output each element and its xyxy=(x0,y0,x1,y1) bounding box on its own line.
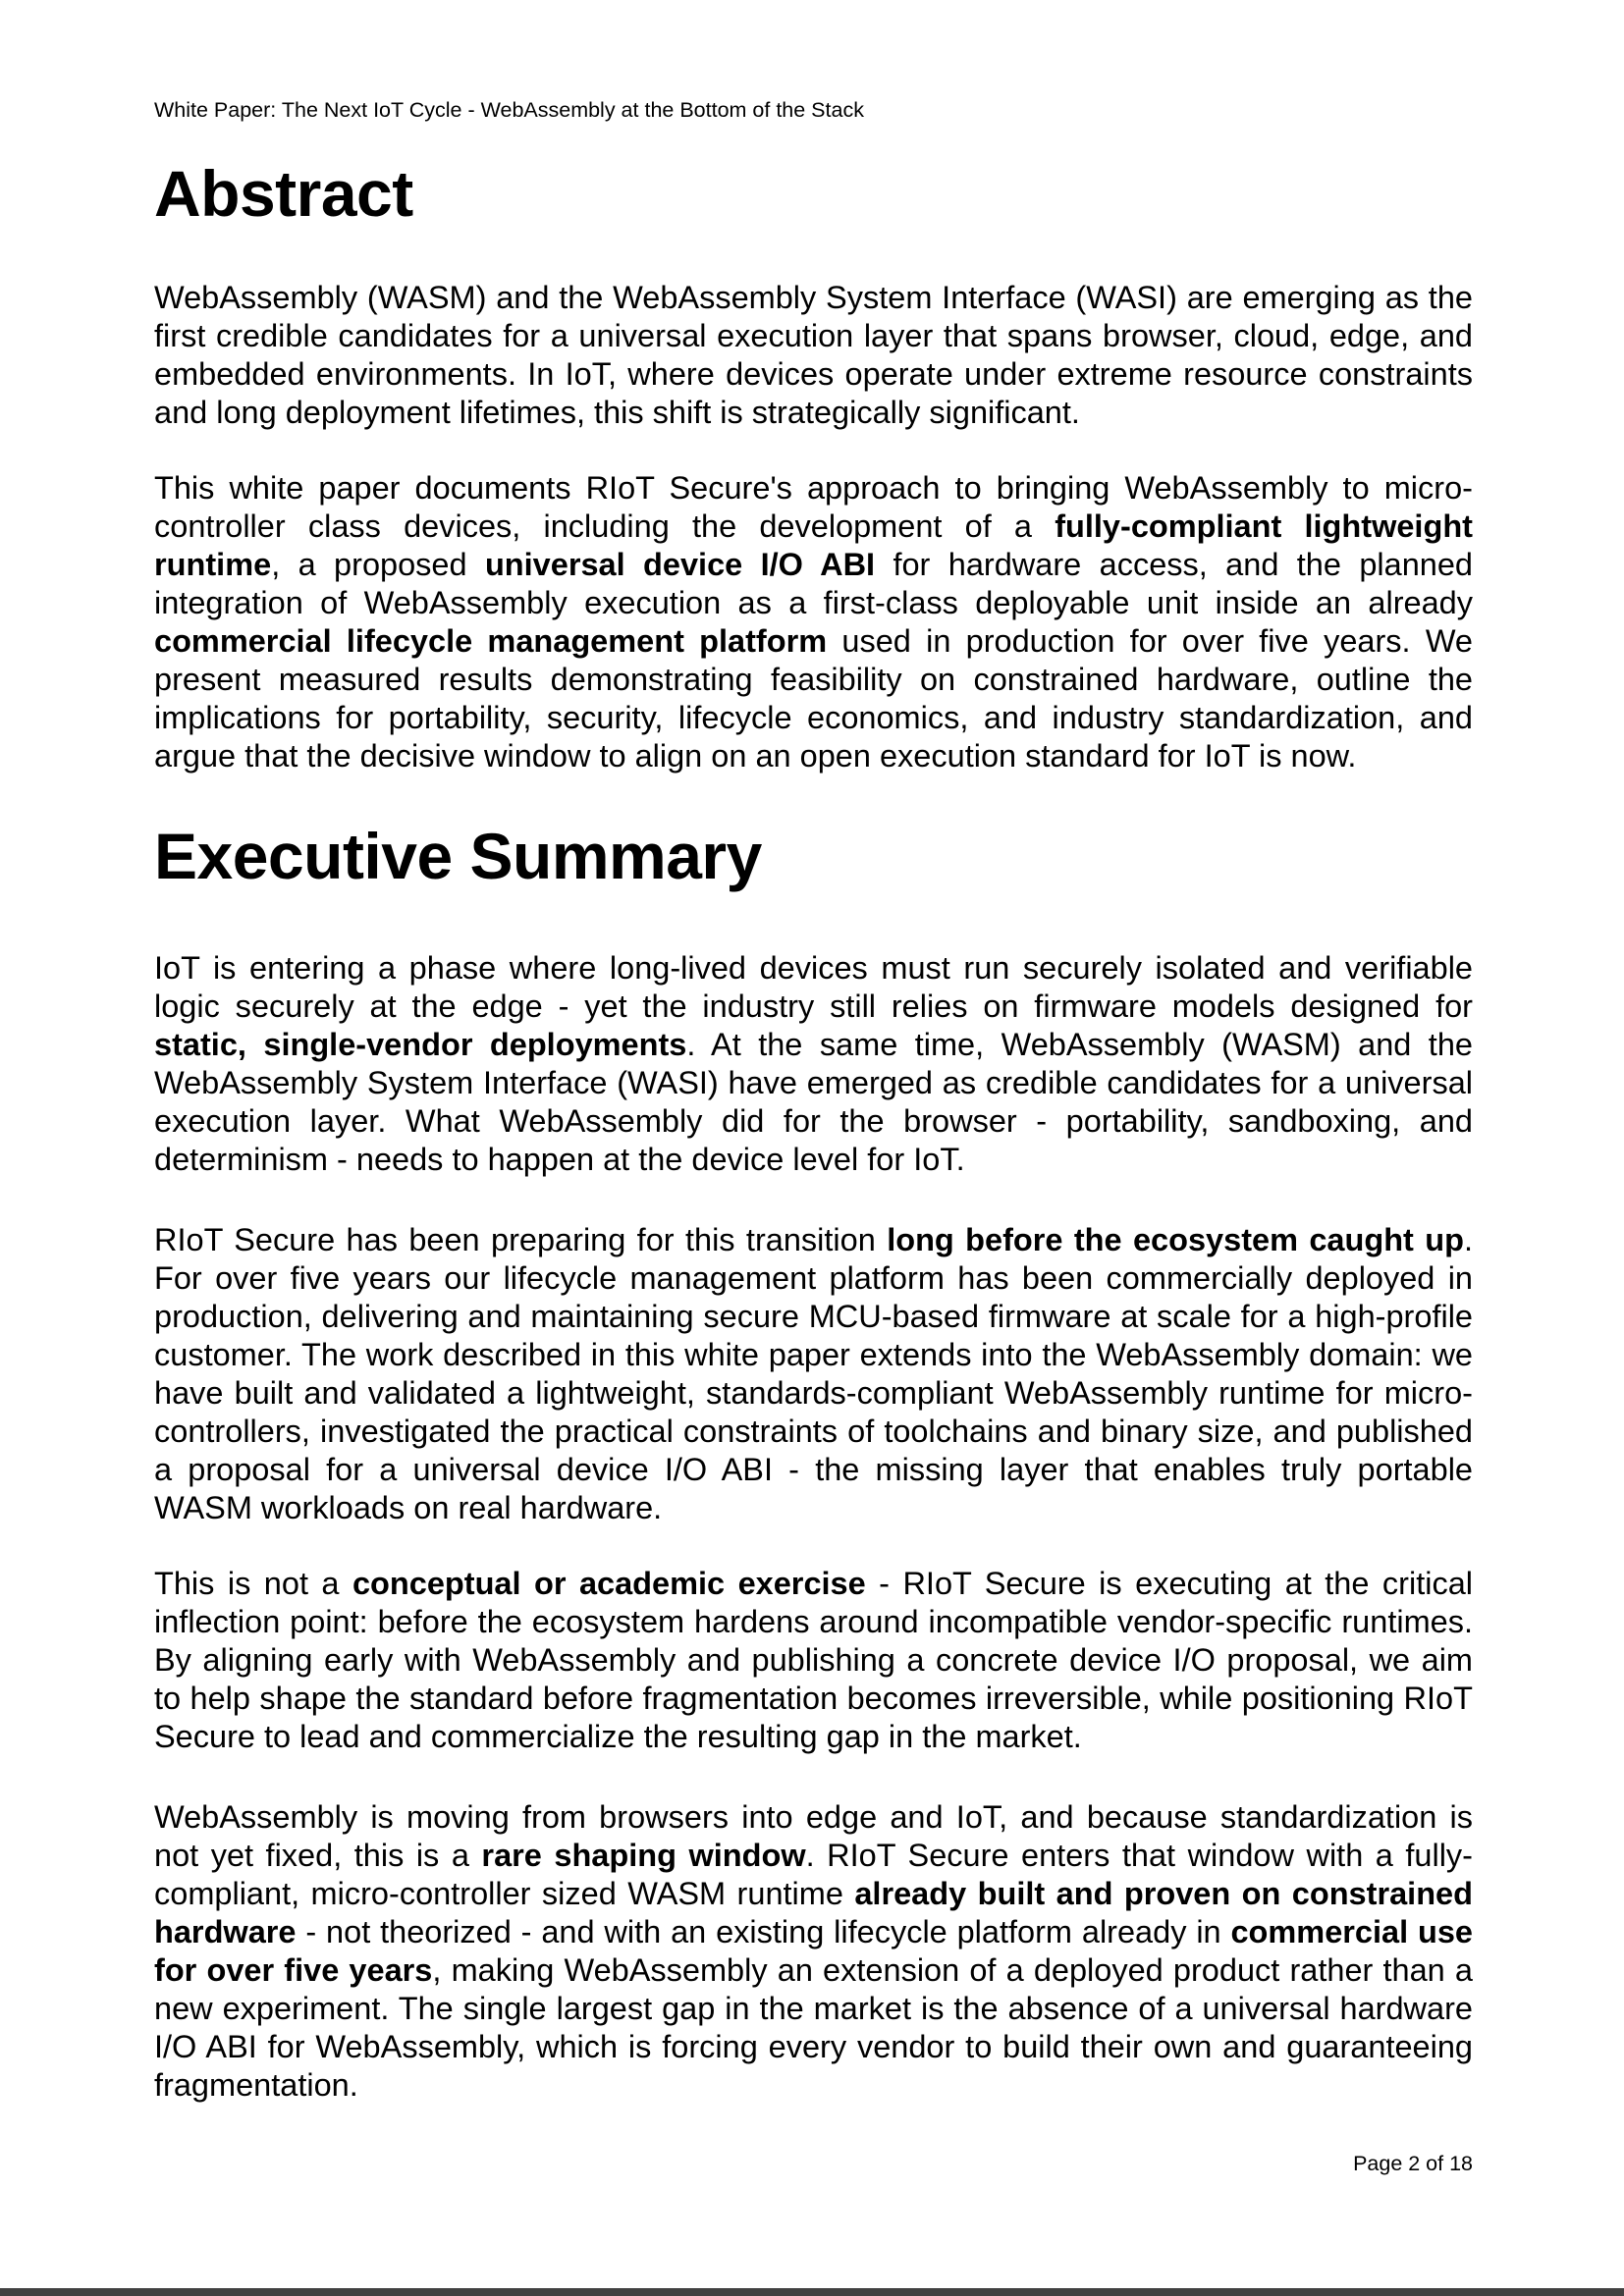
abstract-paragraph-2: This white paper documents RIoT Secure's approach to bringing WebAssembly to micro-controller class devices, including the development of a fully-compliant lightweight runtime, a proposed universal device I/O ABI for hardware access, and the planned integration of WebAssembly execution as a first-class deployable unit inside an already commercial lifecycle management platform used in production for over five years. We present measured results demonstrating feasibility on constrained hardware, outline the implications for portability, security, lifecycle economics, and industry standardization, and argue that the decisive window to align on an open execution standard for IoT is now. xyxy=(154,470,1473,774)
page-header: White Paper: The Next IoT Cycle - WebAssembly at the Bottom of the Stack xyxy=(154,98,864,122)
executive-summary-paragraph-1: IoT is entering a phase where long-lived devices must run securely isolated and verifiable logic securely at the edge - yet the industry still relies on firmware models designed for static, single-vendor deployments. At the same time, WebAssembly (WASM) and the WebAssembly System Interface (WASI) have emerged as credible candidates for a universal execution layer. What WebAssembly did for the browser - portability, sandboxing, and determinism - needs to happen at the device level for IoT. xyxy=(154,950,1473,1177)
executive-summary-paragraph-4: WebAssembly is moving from browsers into edge and IoT, and because standardization is not yet fixed, this is a rare shaping window. RIoT Secure enters that window with a fully-compliant, micro-controller sized WASM runtime already built and proven on constrained hardware - not theorized - and with an existing lifecycle platform already in commercial use for over five years, making WebAssembly an extension of a deployed product rather than a new experiment. The single largest gap in the market is the absence of a universal hardware I/O ABI for WebAssembly, which is forcing every vendor to build their own and guaranteeing fragmentation. xyxy=(154,1799,1474,2103)
page-bottom-edge xyxy=(0,2288,1624,2296)
executive-summary-paragraph-3: This is not a conceptual or academic exercise - RIoT Secure is executing at the critical inflection point: before the ecosystem hardens around incompatible vendor-specific runtimes. By aligning early with WebAssembly and publishing a concrete device I/O proposal, we aim to help shape the standard before fragmentation becomes irreversible, while positioning RIoT Secure to lead and commercialize the resulting gap in the market. xyxy=(154,1566,1473,1754)
abstract-paragraph-1: WebAssembly (WASM) and the WebAssembly System Interface (WASI) are emerging as the first credible candidates for a universal execution layer that spans browser, cloud, edge, and embedded environments. In IoT, where devices operate under extreme resource constraints and long deployment lifetimes, this shift is strategically significant. xyxy=(154,280,1473,430)
page-footer: Page 2 of 18 xyxy=(1353,2152,1473,2175)
section-title-executive-summary: Executive Summary xyxy=(154,820,762,892)
executive-summary-paragraph-2: RIoT Secure has been preparing for this transition long before the ecosystem caught up. For over five years our lifecycle management platform has been commercially deployed in production, delivering and maintaining secure MCU-based firmware at scale for a high-profile customer. The work described in this white paper extends into the WebAssembly domain: we have built and validated a lightweight, standards-compliant WebAssembly runtime for micro-controllers, investigated the practical constraints of toolchains and binary size, and published a proposal for a universal device I/O ABI - the missing layer that enables truly portable WASM workloads on real hardware. xyxy=(154,1222,1473,1525)
section-title-abstract: Abstract xyxy=(154,157,413,230)
